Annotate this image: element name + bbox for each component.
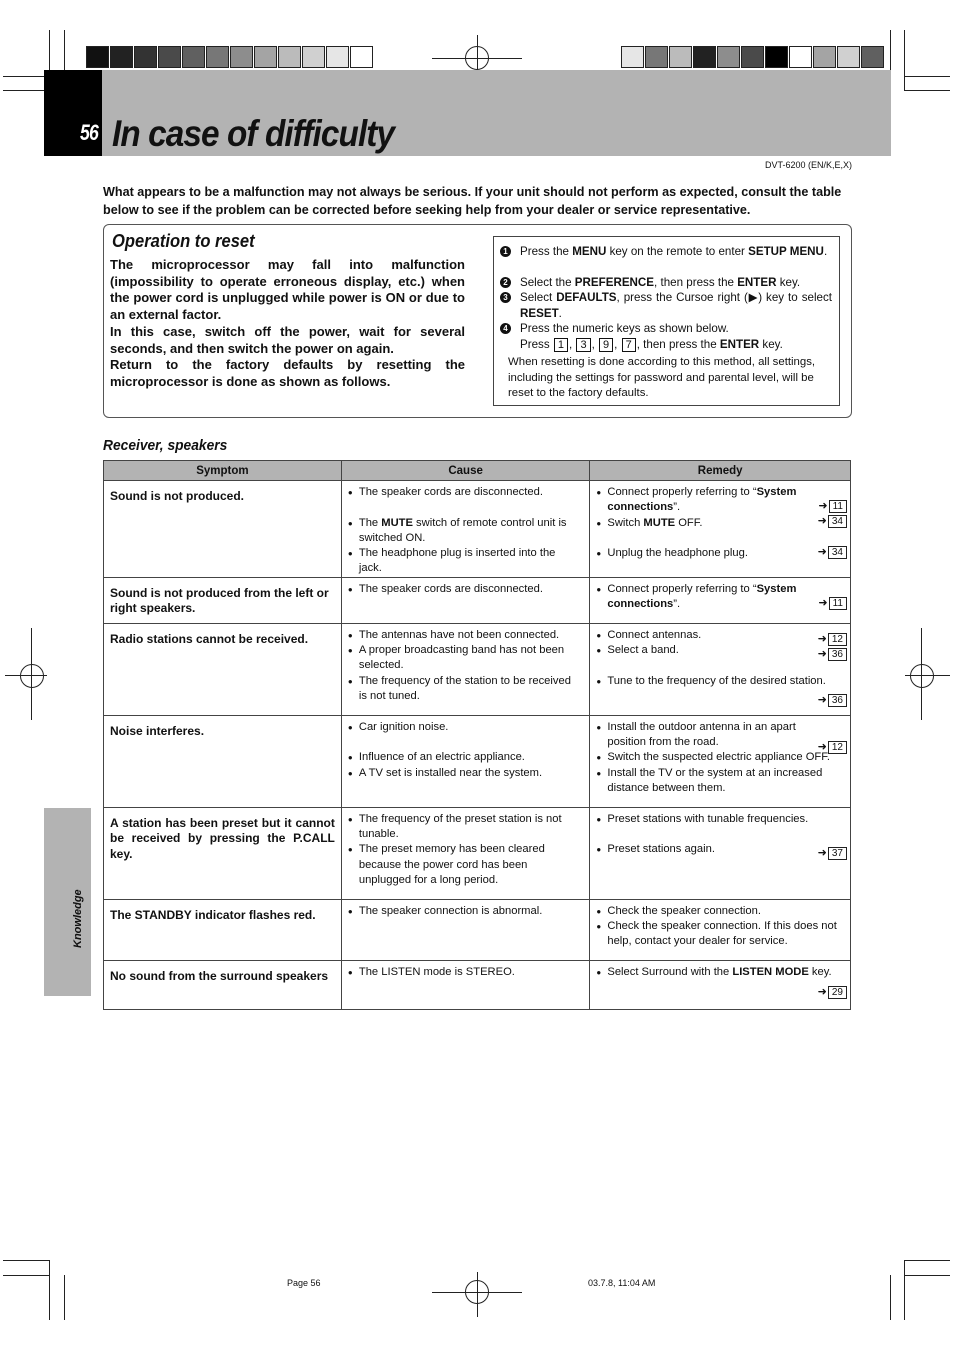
- remedy-cell: [590, 899, 851, 960]
- remedy-cell: [590, 481, 851, 578]
- symptom-cell: No sound from the surround speakers: [104, 960, 342, 1009]
- table-row: [104, 899, 851, 960]
- step-text: Select: [520, 291, 557, 304]
- arrow-icon: ➜: [817, 632, 827, 645]
- arrow-icon: ➜: [818, 500, 828, 512]
- remedy-cell: [590, 623, 851, 715]
- cause-item: ● The speaker cords are disconnected.: [348, 582, 582, 597]
- remedy-cell: [590, 807, 851, 899]
- remedy-item: ● Connect antennas.: [596, 628, 842, 643]
- step-number: 2: [500, 277, 511, 288]
- cause-item: ● The speaker connection is abnormal.: [348, 904, 582, 919]
- cause-item: ● The speaker cords are disconnected.: [348, 485, 582, 500]
- color-bar-right: [621, 46, 885, 68]
- remedy-item: ● Tune to the frequency of the desired station.: [596, 674, 842, 689]
- arrow-icon: ➜: [817, 740, 827, 753]
- step-text: key.: [776, 276, 801, 289]
- page-reference: ➜ 34: [818, 545, 847, 559]
- page-reference: ➜ 34: [818, 514, 847, 528]
- page-reference: ➜ 12: [818, 740, 847, 754]
- column-header-cause: Cause: [341, 461, 590, 481]
- cause-item: ● A TV set is installed near the system.: [348, 766, 582, 781]
- symptom-cell: Noise interferes.: [104, 715, 342, 807]
- reset-description-2: In this case, switch off the power, wait for several seconds, and then switch the power on again.: [110, 323, 465, 356]
- remedy-item: ● Select Surround with the LISTEN MODE key.: [596, 965, 842, 980]
- step-text: .: [558, 306, 562, 320]
- step-text: , then press the: [636, 337, 717, 351]
- remedy-item: ● Select a band.: [596, 643, 842, 658]
- cause-item: ● A proper broadcasting band has not been selected.: [348, 643, 582, 674]
- remedy-item: ● Connect properly referring to “System connections”.: [596, 582, 842, 613]
- arrow-icon: ➜: [817, 693, 827, 706]
- cause-cell: [341, 577, 590, 623]
- step-key-name: DEFAULTS: [556, 291, 617, 304]
- symptom-cell: The STANDBY indicator flashes red.: [104, 899, 342, 960]
- step-text: .: [823, 245, 828, 258]
- page-reference: ➜ 11: [818, 596, 847, 610]
- cause-item: ● The MUTE switch of remote control unit is switched ON.: [348, 516, 582, 547]
- page-reference: ➜ 36: [818, 693, 847, 707]
- step-key-name: PREFERENCE: [574, 276, 655, 289]
- cause-cell: [341, 623, 590, 715]
- cause-item: ● The frequency of the station to be received is not tuned.: [348, 674, 582, 705]
- arrow-icon: ➜: [817, 515, 827, 527]
- cause-item: ● The preset memory has been cleared because the power cord has been unplugged for a long period.: [348, 842, 582, 888]
- remedy-item: ● Unplug the headphone plug.: [596, 546, 842, 561]
- step-text: Select the: [520, 276, 575, 289]
- table-row: [104, 807, 851, 899]
- arrow-icon: ➜: [817, 846, 827, 859]
- remedy-item: ● Preset stations with tunable frequencies.: [596, 812, 842, 827]
- cause-cell: [341, 715, 590, 807]
- reset-title: Operation to reset: [112, 231, 255, 251]
- cause-item: ● The LISTEN mode is STEREO.: [348, 965, 582, 980]
- table-row: [104, 481, 851, 578]
- remedy-item: ● Check the speaker connection. If this does not help, contact your dealer for service.: [596, 919, 842, 950]
- step-key-name: ENTER: [719, 337, 760, 351]
- symptom-cell: Sound is not produced from the left or right speakers.: [104, 577, 342, 623]
- arrow-icon: ➜: [818, 596, 828, 609]
- remedy-item: ● Preset stations again.: [596, 842, 842, 857]
- cause-item: ● Car ignition noise.: [348, 720, 582, 735]
- table-row: [104, 577, 851, 623]
- cause-item: ● Influence of an electric appliance.: [348, 750, 582, 765]
- intro-text: What appears to be a malfunction may not always be serious. If your unit should not perform as expected, consult the table below to see if the problem can be corrected before seeking help from your dealer or service representative.: [103, 185, 842, 217]
- side-tab-label: Knowledge: [72, 889, 84, 948]
- numeric-key-box: 7: [622, 338, 636, 352]
- step-number: 4: [500, 323, 511, 334]
- step-text: , press the Cursoe right (▶) key to select: [616, 291, 832, 304]
- step-text: Press the numeric keys as shown below.: [520, 322, 729, 335]
- cause-item: ● The headphone plug is inserted into the jack.: [348, 546, 582, 577]
- column-header-symptom: Symptom: [104, 461, 342, 481]
- page-title: In case of difficulty: [112, 113, 395, 154]
- table-row: [104, 960, 851, 1009]
- column-header-remedy: Remedy: [590, 461, 851, 481]
- color-bar-left: [86, 46, 374, 68]
- table-row: [104, 623, 851, 715]
- step-text: Press the: [520, 245, 573, 258]
- footer-page-label: Page 56: [287, 1278, 321, 1288]
- table-header-row: [104, 461, 851, 481]
- step-number: 3: [500, 292, 511, 303]
- numeric-key-box: 1: [554, 338, 568, 352]
- reset-note: When resetting is done according to this method, all settings, including the settings for password and parental level, will be reset to the factory defaults.: [508, 356, 816, 399]
- remedy-cell: [590, 577, 851, 623]
- symptom-cell: Sound is not produced.: [104, 481, 342, 578]
- cause-cell: [341, 960, 590, 1009]
- reset-description-1: The microprocessor may fall into malfunction (impossibility to operate erroneous display, etc.) when the power cord is unplugged while power is ON or due to an external factor.: [110, 257, 465, 323]
- step-key-name: MENU: [572, 245, 607, 258]
- remedy-item: ● Install the TV or the system at an increased distance between them.: [596, 766, 830, 797]
- remedy-item: ● Connect properly referring to “System connections”.: [596, 485, 842, 516]
- remedy-item: ● Check the speaker connection.: [596, 904, 842, 919]
- step-text: , then press the: [654, 276, 738, 289]
- cause-cell: [341, 481, 590, 578]
- step-key-name: ENTER: [737, 276, 777, 289]
- section-heading: Receiver, speakers: [103, 437, 228, 454]
- reset-step-1: [500, 244, 832, 260]
- page-reference: ➜ 36: [818, 647, 847, 661]
- reset-description: [110, 257, 465, 391]
- numeric-key-box: 3: [576, 338, 590, 352]
- reset-step-4: 4 Press the numeric keys as shown below. Press 1 , 3 , 9 , 7 , then press the ENTER key.: [500, 321, 832, 352]
- page-reference: ➜ 12: [818, 632, 847, 646]
- remedy-item: ● Install the outdoor antenna in an apart position from the road.: [596, 720, 830, 751]
- reset-step-2: [500, 275, 832, 291]
- step-key-name: SETUP MENU: [748, 245, 824, 258]
- arrow-icon: ➜: [817, 647, 827, 660]
- footer-date-label: 03.7.8, 11:04 AM: [588, 1278, 656, 1288]
- symptom-cell: A station has been preset but it cannot be received by pressing the P.CALL key.: [104, 807, 342, 899]
- remedy-item: ● Switch the suspected electric appliance OFF.: [596, 750, 830, 765]
- page-reference: ➜ 37: [818, 846, 847, 860]
- symptom-cell: Radio stations cannot be received.: [104, 623, 342, 715]
- step-key-name: RESET: [520, 306, 559, 320]
- page-reference: ➜ 11: [818, 499, 847, 513]
- step-number: 1: [500, 246, 511, 257]
- cause-cell: [341, 807, 590, 899]
- troubleshooting-table: [103, 460, 851, 1010]
- step-text: Press: [520, 337, 550, 351]
- page-reference: ➜ 29: [818, 985, 847, 999]
- cause-item: ● The frequency of the preset station is not tunable.: [348, 812, 582, 843]
- model-reference: DVT-6200 (EN/K,E,X): [764, 160, 852, 170]
- arrow-icon: ➜: [817, 546, 827, 558]
- remedy-cell: [590, 960, 851, 1009]
- remedy-cell: [590, 715, 851, 807]
- cause-item: ● The antennas have not been connected.: [348, 628, 582, 643]
- reset-description-3: Return to the factory defaults by resetting the microprocessor is done as shown as follows.: [110, 357, 465, 389]
- page-number: 56: [80, 120, 98, 145]
- arrow-icon: ➜: [817, 985, 827, 998]
- step-text: key on the remote to enter: [606, 245, 749, 258]
- cause-cell: [341, 899, 590, 960]
- remedy-item: ● Switch MUTE OFF.: [596, 516, 842, 531]
- table-row: [104, 715, 851, 807]
- numeric-key-box: 9: [599, 338, 613, 352]
- reset-step-3: [500, 290, 832, 321]
- step-text: key.: [762, 337, 783, 351]
